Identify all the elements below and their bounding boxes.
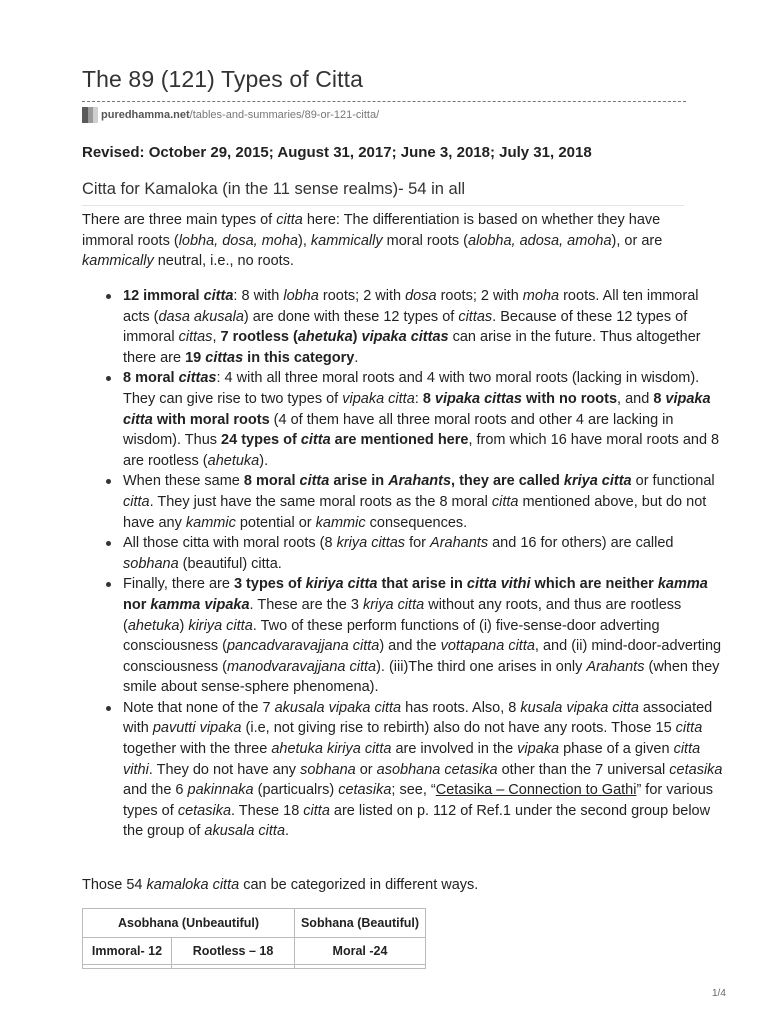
table-cell-immoral: Immoral- 12: [83, 938, 172, 965]
list-item: Finally, there are 3 types of kiriya citta that arise in citta vithi which are neither kamma nor kamma vipaka. These are the 3 kriya citta without any roots, and thus are rootless (ahetuka) kiriya citta. Two of these perform functions of (i) five-sense-door adverting consciousness (pancadvaravajjana citta) and the vottapana citta, and (ii) mind-door-adverting consciousness (manodvaravajjana citta). (iii)The third one arises in only Arahants (when they smile about sense-sphere phenomena).: [123, 574, 727, 698]
source-domain[interactable]: puredhamma.net: [101, 109, 190, 121]
page-number: 1/4: [712, 988, 726, 999]
table-header-asobhana: Asobhana (Unbeautiful): [83, 909, 295, 938]
source-url[interactable]: [82, 107, 379, 123]
outro-paragraph: Those 54 kamaloka citta can be categorized in different ways.: [82, 877, 479, 893]
table-cell-moral: Moral -24: [295, 938, 426, 965]
list-item: All those citta with moral roots (8 kriya cittas for Arahants and 16 for others) are called sobhana (beautiful) citta.: [123, 533, 727, 574]
citta-summary-table: [82, 908, 426, 969]
list-item: Note that none of the 7 akusala vipaka citta has roots. Also, 8 kusala vipaka citta associated with pavutti vipaka (i.e, not giving rise to rebirth) also do not have any roots. Those 15 citta together with the three ahetuka kiriya citta are involved in the vipaka phase of a given citta vithi. They do not have any sobhana or asobhana cetasika other than the 7 universal cetasika and the 6 pakinnaka (particualrs) cetasika; see, “Cetasika – Connection to Gathi” for various types of cetasika. These 18 citta are listed on p. 112 of Ref.1 under the second group below the group of akusala citta.: [123, 698, 727, 842]
list-item: When these same 8 moral citta arise in Arahants, they are called kriya citta or functional citta. They just have the same moral roots as the 8 moral citta mentioned above, but do not have any kammic potential or kammic consequences.: [123, 471, 727, 533]
citta-bullet-list: [82, 286, 727, 842]
cetasika-gathi-link[interactable]: Cetasika – Connection to Gathi: [435, 782, 637, 799]
title-divider: [82, 101, 686, 102]
page-title: The 89 (121) Types of Citta: [82, 66, 363, 92]
section-heading: Citta for Kamaloka (in the 11 sense realms)- 54 in all: [82, 180, 466, 198]
table-header-sobhana: Sobhana (Beautiful): [295, 909, 426, 938]
list-item: 8 moral cittas: 4 with all three moral roots and 4 with two moral roots (lacking in wisdom). They can give rise to two types of vipaka citta: 8 vipaka cittas with no roots, and 8 vipaka citta with moral roots (4 of them have all three moral roots and other 4 are lacking in wisdom). Thus 24 types of citta are mentioned here, from which 16 have moral roots and 8 are rootless (ahetuka).: [123, 368, 727, 471]
revision-dates: Revised: October 29, 2015; August 31, 2017; June 3, 2018; July 31, 2018: [82, 144, 592, 161]
table-cell-rootless: Rootless – 18: [172, 938, 295, 965]
site-favicon-icon: [82, 107, 98, 123]
source-path[interactable]: /tables-and-summaries/89-or-121-citta/: [189, 109, 380, 121]
list-item: 12 immoral citta: 8 with lobha roots; 2 with dosa roots; 2 with moha roots. All ten immoral acts (dasa akusala) are done with these 12 types of cittas. Because of these 12 types of immoral cittas, 7 rootless (ahetuka) vipaka cittas can arise in the future. Thus altogether there are 19 cittas in this category.: [123, 286, 727, 368]
heading-divider: [82, 205, 684, 206]
intro-paragraph: There are three main types of citta here: The differentiation is based on whether they have immoral roots (lobha, dosa, moha), kammically moral roots (alobha, adosa, amoha), or are kammically neutral, i.e., no roots.: [82, 212, 663, 270]
